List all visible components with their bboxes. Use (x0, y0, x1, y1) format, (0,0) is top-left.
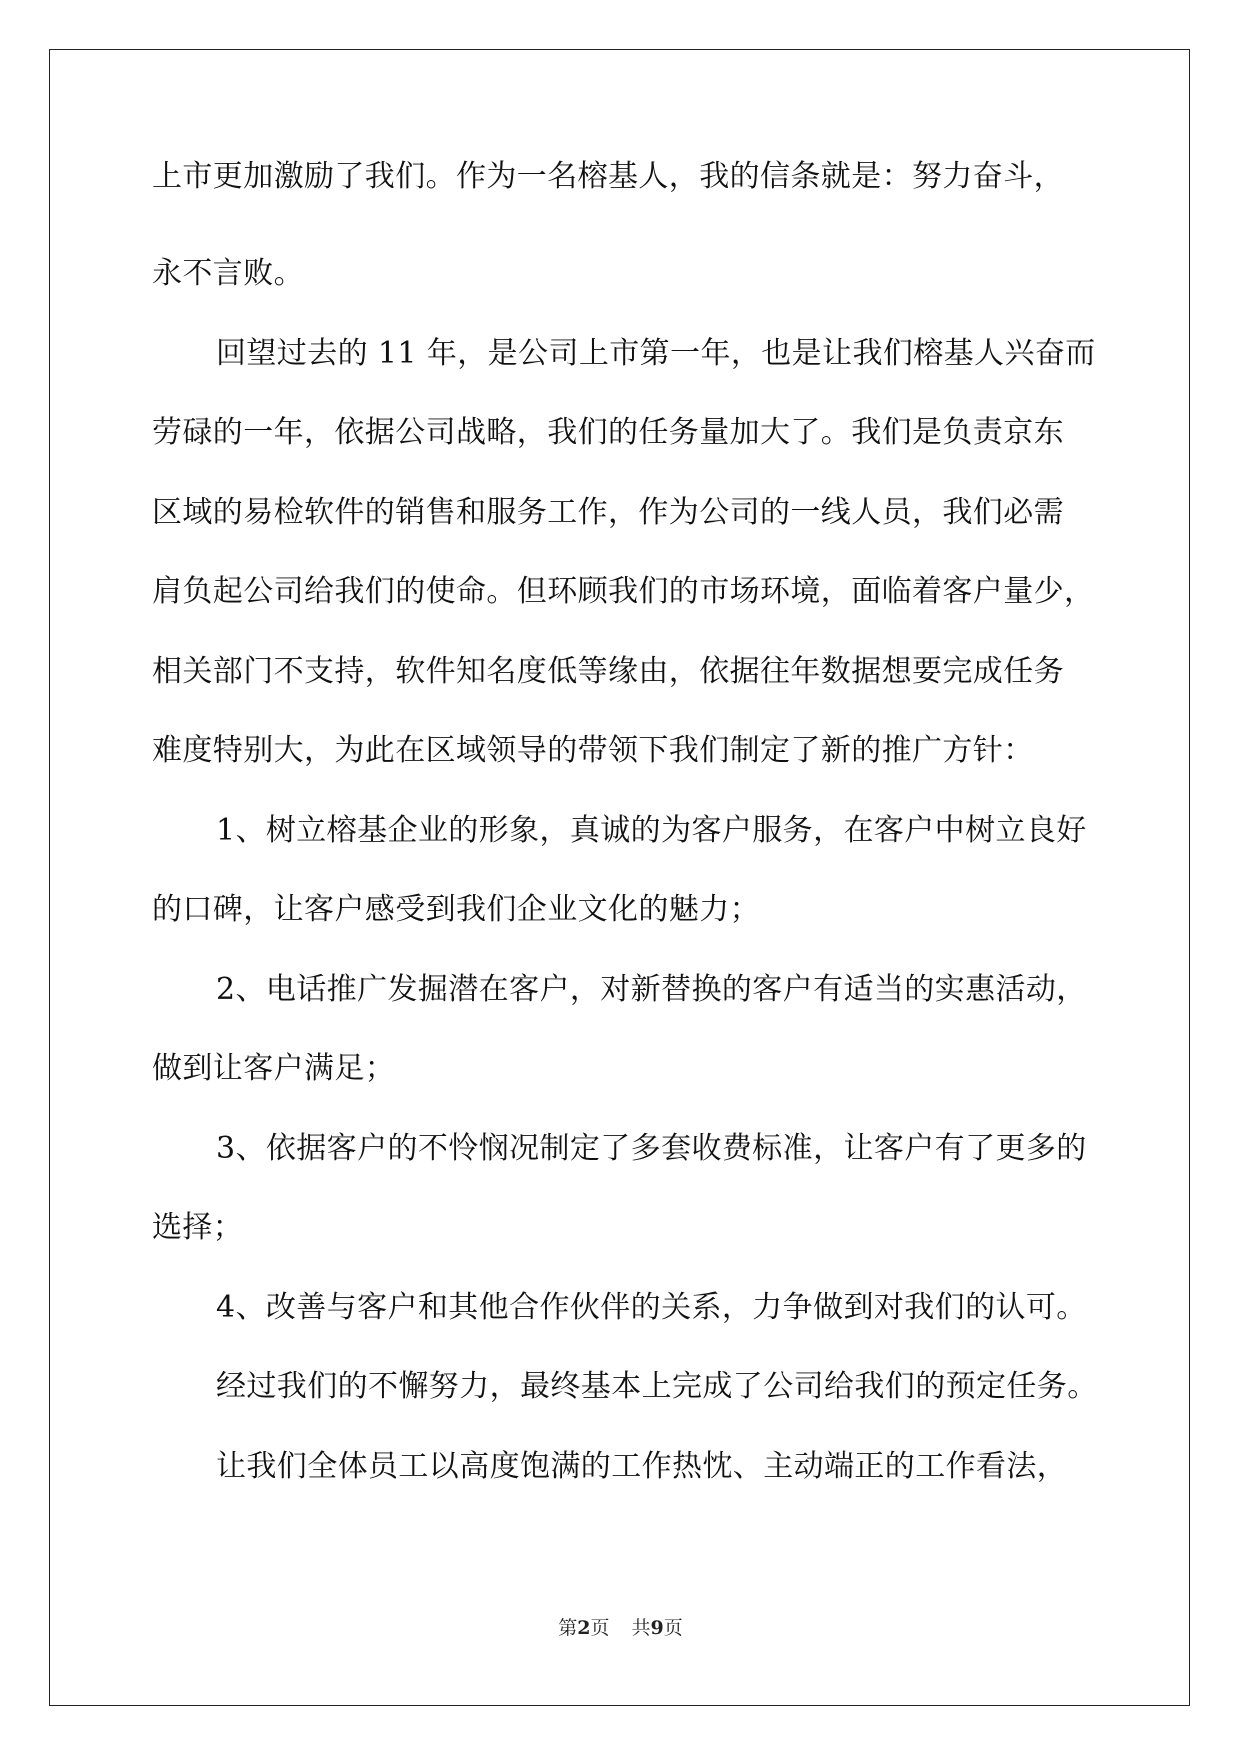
text-line: 永不言败。 (152, 256, 304, 291)
text-line: 选择； (152, 1210, 244, 1245)
text-line: 1、树立榕基企业的形象，真诚的为客户服务，在客户中树立良好 (216, 812, 1087, 848)
text-line: 区域的易检软件的销售和服务工作，作为公司的一线人员，我们必需 (152, 494, 1064, 530)
text-line: 上市更加激励了我们。作为一名榕基人，我的信条就是：努力奋斗， (152, 159, 1064, 194)
page-suffix: 页 (590, 1617, 610, 1639)
text-line: 劳碌的一年，依据公司战略，我们的任务量加大了。我们是负责京东 (152, 415, 1064, 450)
text-line: 做到让客户满足； (152, 1051, 396, 1086)
total-suffix: 页 (663, 1617, 683, 1639)
page-prefix: 第 (558, 1617, 578, 1639)
text-line: 让我们全体员工以高度饱满的工作热忱、主动端正的工作看法， (216, 1448, 1068, 1484)
text-line: 2、电话推广发掘潜在客户，对新替换的客户有适当的实惠活动， (216, 971, 1087, 1007)
text-line: 肩负起公司给我们的使命。但环顾我们的市场环境，面临着客户量少， (152, 574, 1095, 609)
text-line: 的口碑，让客户感受到我们企业文化的魅力； (152, 892, 760, 927)
page-footer (0, 1613, 1241, 1640)
total-page-number: 9 (650, 1617, 664, 1639)
text-line: 3、依据客户的不怜悯况制定了多套收费标准，让客户有了更多的 (216, 1130, 1087, 1166)
text-line: 相关部门不支持，软件知名度低等缘由，依据往年数据想要完成任务 (152, 653, 1064, 689)
text-line: 难度特别大，为此在区域领导的带领下我们制定了新的推广方针： (152, 733, 1034, 768)
text-line: 4、改善与客户和其他合作伙伴的关系，力争做到对我们的认可。 (216, 1289, 1087, 1325)
current-page-number: 2 (577, 1617, 591, 1639)
document-body (152, 155, 1098, 1506)
text-line: 经过我们的不懈努力，最终基本上完成了公司给我们的预定任务。 (216, 1369, 1098, 1404)
total-prefix: 共 (631, 1617, 651, 1639)
text-line: 回望过去的 11 年，是公司上市第一年，也是让我们榕基人兴奋而 (216, 335, 1096, 371)
